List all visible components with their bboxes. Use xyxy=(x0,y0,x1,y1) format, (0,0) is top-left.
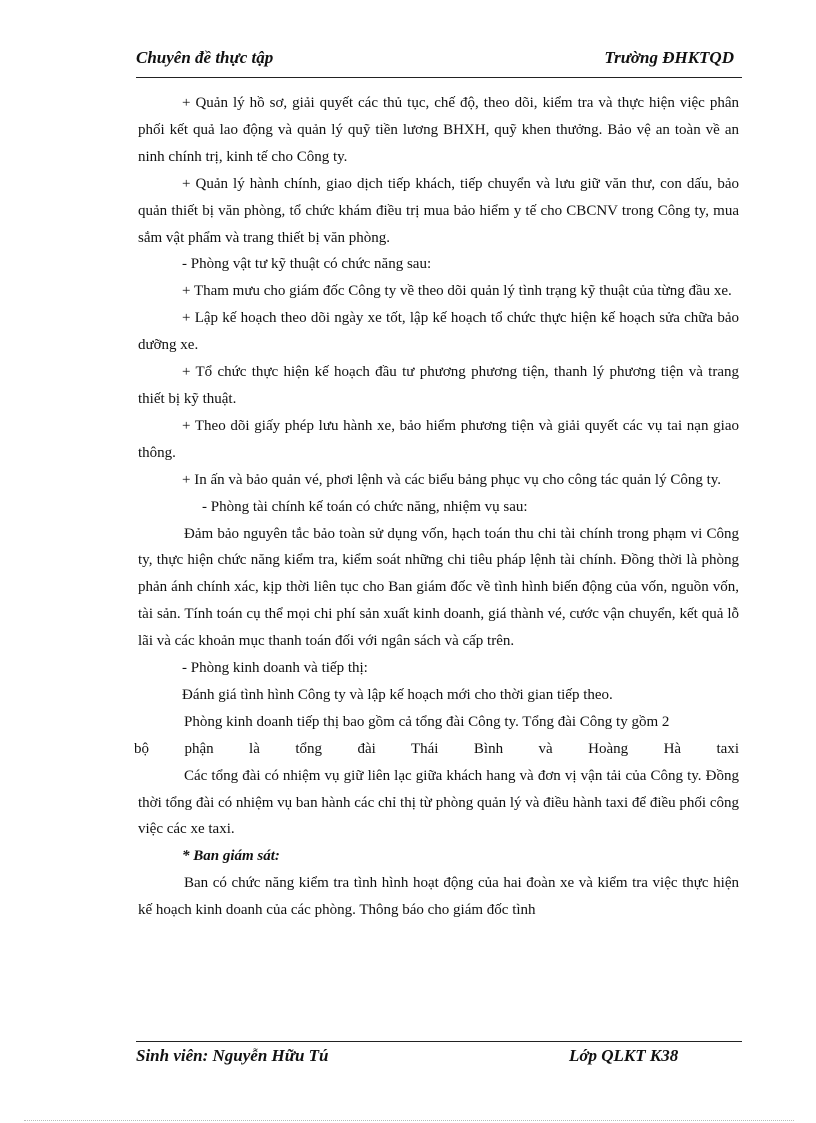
section-heading-vat-tu: - Phòng vật tư kỹ thuật có chức năng sau: xyxy=(182,256,432,273)
paragraph-6: + Tổ chức thực hiện kế hoạch đầu tư phương phương tiện, thanh lý phương tiện và trang thiết bị kỹ thuật. xyxy=(138,364,739,407)
paragraph-1: + Quản lý hồ sơ, giải quyết các thủ tục, chế độ, theo dõi, kiểm tra và thực hiện việc phân phối kết quả lao động và quản lý quỹ tiền lương BHXH, quỹ khen thưởng. Bảo vệ an toàn về an ninh chính trị, kinh tế cho Công ty. xyxy=(138,95,739,165)
header-title: Chuyên đề thực tập xyxy=(136,48,274,67)
paragraph-10: Đảm bảo nguyên tắc bảo toàn sử dụng vốn, hạch toán thu chi tài chính trong phạm vi Công ty, thực hiện chức năng kiểm tra, kiểm soát những chi tiêu pháp lệnh tài chính. Đồng thời là phòng phản ánh chính xác, kịp thời liên tục cho Ban giám đốc về tình hình biến động của vốn, nguồn vốn, tài sản. Tính toán cụ thể mọi chi phí sản xuất kinh doanh, giá thành vé, cước vận chuyển, kết quả lỗ lãi và các khoản mục thanh toán đối với ngân sách và cấp trên. xyxy=(138,525,739,650)
paragraph-15: Các tổng đài có nhiệm vụ giữ liên lạc giữa khách hang và đơn vị vận tải của Công ty. Đồng thời tổng đài có nhiệm vụ ban hành các chỉ thị từ phòng quản lý và điều hành taxi để điều phối công việc các xe taxi. xyxy=(138,767,739,838)
section-heading-tai-chinh: - Phòng tài chính kế toán có chức năng, nhiệm vụ sau: xyxy=(202,498,528,515)
page-bottom-edge xyxy=(24,1120,794,1121)
section-heading-kinh-doanh: - Phòng kinh doanh và tiếp thị: xyxy=(182,660,368,677)
page-header xyxy=(136,48,738,74)
page-footer xyxy=(136,1046,738,1070)
ban-giam-sat-label: * Ban giám sát: xyxy=(182,848,280,865)
paragraph-4: + Tham mưu cho giám đốc Công ty về theo dõi quản lý tình trạng kỹ thuật của từng đầu xe. xyxy=(182,283,732,300)
section-heading-ban-giam-sat xyxy=(138,843,739,870)
header-divider xyxy=(136,77,742,78)
paragraph-12: Đánh giá tình hình Công ty và lập kế hoạch mới cho thời gian tiếp theo. xyxy=(182,686,613,703)
document-body xyxy=(134,90,739,924)
paragraph-5: + Lập kế hoạch theo dõi ngày xe tốt, lập kế hoạch tổ chức thực hiện kế hoạch sửa chữa bảo dưỡng xe. xyxy=(138,310,739,354)
header-school: Trường ĐHKTQD xyxy=(604,48,734,67)
paragraph-14: bộ phận là tổng đài Thái Bình và Hoàng Hà taxi xyxy=(134,740,739,757)
paragraph-8: + In ấn và bảo quản vé, phơi lệnh và các biểu bảng phục vụ cho công tác quản lý Công ty. xyxy=(182,471,722,488)
paragraph-13: Phòng kinh doanh tiếp thị bao gồm cả tổng đài Công ty. Tổng đài Công ty gồm 2 xyxy=(184,713,670,730)
paragraph-2: + Quản lý hành chính, giao dịch tiếp khách, tiếp chuyển và lưu giữ văn thư, con dấu, bảo quản thiết bị văn phòng, tổ chức khám điều trị mua bảo hiểm y tế cho CBCNV trong Công ty, mua sắm vật phẩm và trang thiết bị văn phòng. xyxy=(138,175,739,246)
footer-student: Sinh viên: Nguyễn Hữu Tú xyxy=(136,1046,329,1065)
paragraph-7: + Theo dõi giấy phép lưu hành xe, bảo hiểm phương tiện và giải quyết các vụ tai nạn giao thông. xyxy=(138,417,739,461)
footer-class: Lớp QLKT K38 xyxy=(569,1046,679,1065)
footer-divider xyxy=(136,1041,742,1042)
paragraph-17: Ban có chức năng kiểm tra tình hình hoạt động của hai đoàn xe và kiểm tra việc thực hiện kế hoạch kinh doanh của các phòng. Thông báo cho giám đốc tình xyxy=(138,875,739,919)
